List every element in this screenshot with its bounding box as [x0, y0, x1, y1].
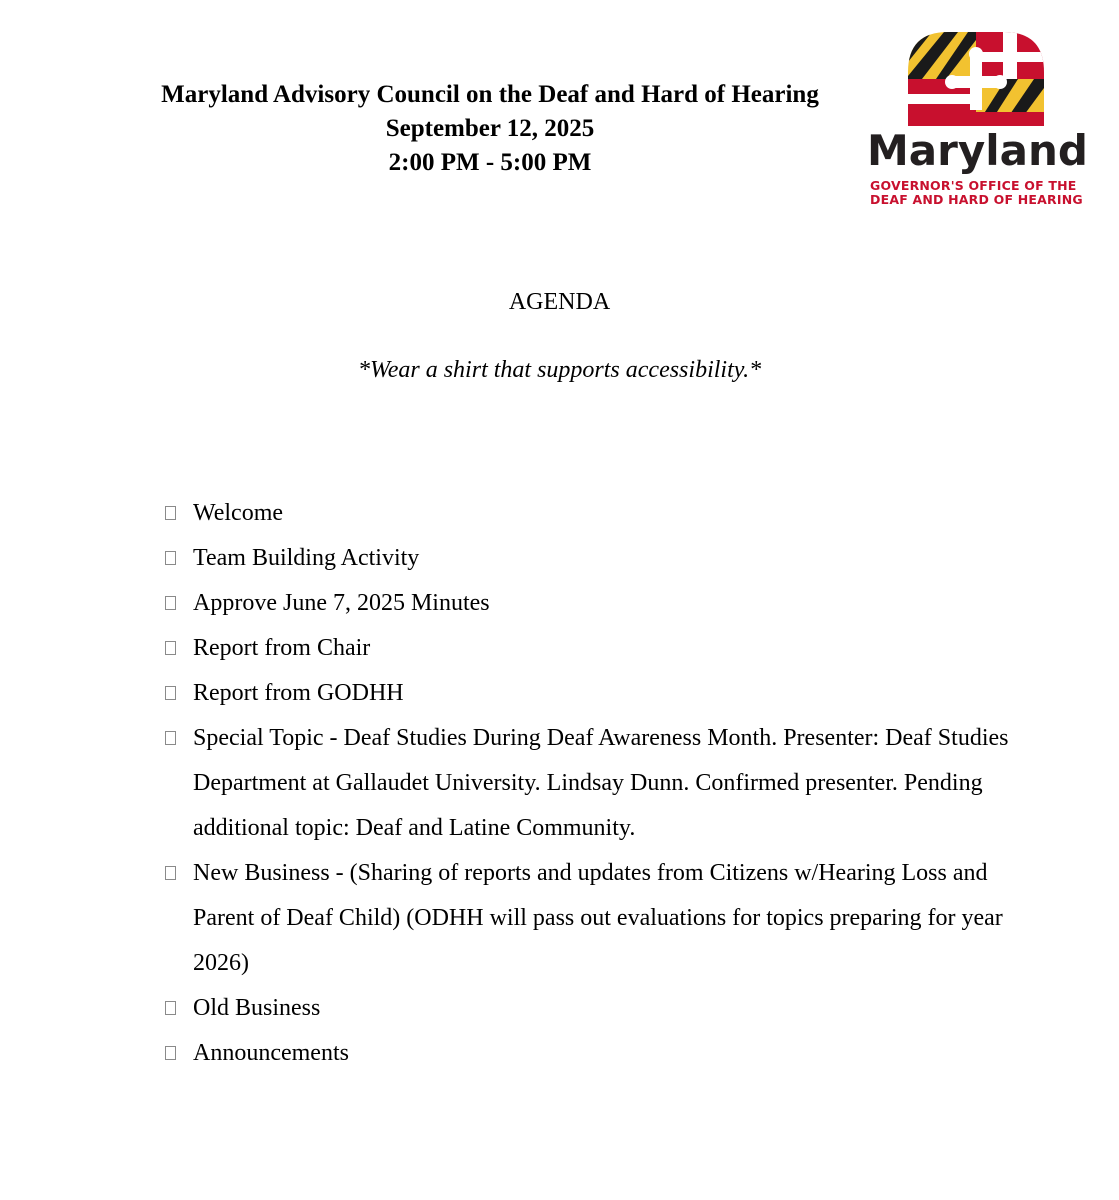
checkbox-icon	[165, 596, 176, 610]
checkbox-icon	[165, 551, 176, 565]
agenda-item-text: New Business - (Sharing of reports and updates from Citizens w/Hearing Loss and Parent of Deaf Child) (ODHH will pass out evaluations for topics preparing for year 2026)	[193, 860, 1003, 976]
agenda-list	[162, 491, 1022, 1076]
logo-subtitle-line2: DEAF AND HARD OF HEARING	[870, 192, 1083, 207]
agenda-item	[162, 1031, 1022, 1076]
maryland-flag-emblem-icon	[908, 32, 1044, 126]
checkbox-icon	[165, 686, 176, 700]
document-header	[130, 78, 850, 180]
agenda-item	[162, 536, 1022, 581]
dress-code-note: *Wear a shirt that supports accessibility.*	[357, 357, 762, 383]
agenda-item	[162, 716, 1022, 851]
agenda-item	[162, 986, 1022, 1031]
maryland-godhh-logo	[862, 32, 1092, 217]
checkbox-icon	[165, 731, 176, 745]
meeting-time: 2:00 PM - 5:00 PM	[388, 149, 592, 176]
agenda-item-text: Welcome	[193, 500, 284, 526]
logo-subtitle-line1: GOVERNOR'S OFFICE OF THE	[870, 178, 1077, 193]
agenda-item-text: Team Building Activity	[193, 545, 420, 571]
agenda-item	[162, 581, 1022, 626]
agenda-item-text: Old Business	[193, 995, 321, 1021]
agenda-item	[162, 491, 1022, 536]
agenda-item-text: Report from Chair	[193, 635, 371, 661]
agenda-item-text: Report from GODHH	[193, 680, 404, 706]
checkbox-icon	[165, 1046, 176, 1060]
logo-wordmark: Maryland	[867, 126, 1088, 175]
checkbox-icon	[165, 641, 176, 655]
agenda-item	[162, 851, 1022, 986]
agenda-item	[162, 626, 1022, 671]
council-title: Maryland Advisory Council on the Deaf and Hard of Hearing	[161, 81, 819, 108]
checkbox-icon	[165, 866, 176, 880]
meeting-date: September 12, 2025	[385, 115, 595, 142]
agenda-heading: AGENDA	[508, 289, 611, 315]
checkbox-icon	[165, 506, 176, 520]
agenda-item-text: Announcements	[193, 1040, 349, 1066]
agenda-item-text: Approve June 7, 2025 Minutes	[193, 590, 490, 616]
agenda-item	[162, 671, 1022, 716]
agenda-item-text: Special Topic - Deaf Studies During Deaf Awareness Month. Presenter: Deaf Studies Department at Gallaudet University. Lindsay Dunn. Confirmed presenter. Pending additional topic: Deaf and Latine Community.	[193, 725, 1009, 841]
checkbox-icon	[165, 1001, 176, 1015]
